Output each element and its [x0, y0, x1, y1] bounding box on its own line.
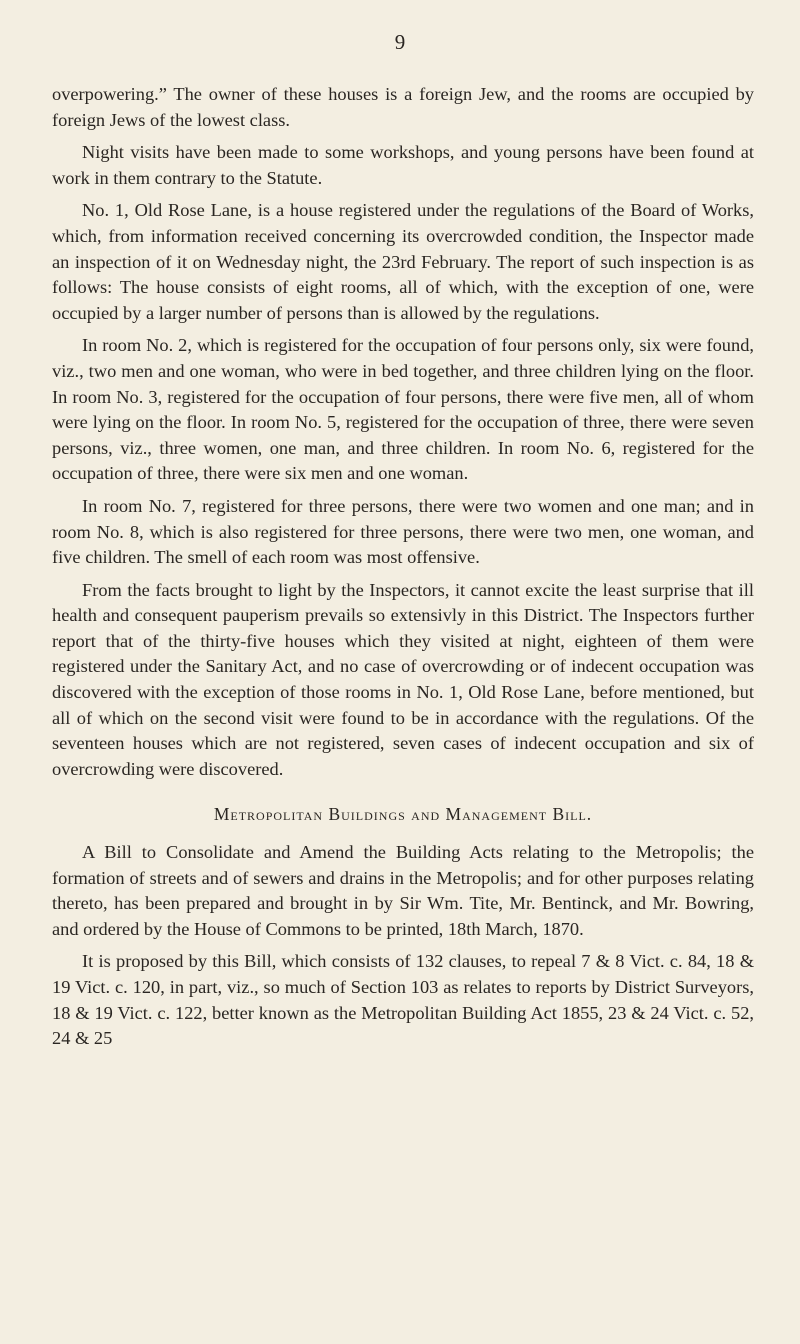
- paragraph-rooms-2-6: In room No. 2, which is registered for the occupation of four persons only, six were found, viz., two men and one woman, who were in bed together, and three children lying on the floor. In room No. 3, registered for the occupation of four persons, there were five men, all of whom were lying on the floor. In room No. 5, registered for the occupation of three, there were seven persons, viz., three women, one man, and three children. In room No. 6, registered for the occupation of three, there were six men and one woman.: [52, 335, 754, 484]
- page-body: [52, 82, 754, 1059]
- paragraph-rooms-7-8: In room No. 7, registered for three persons, there were two women and one man; and in room No. 8, which is also registered for three persons, there were two men, one woman, and five children. The smell of each room was most offensive.: [52, 495, 754, 568]
- page-number: 9: [394, 30, 406, 54]
- paragraph-old-rose-lane: No. 1, Old Rose Lane, is a house registered under the regulations of the Board of Works, which, from information received concerning its overcrowded condition, the Inspector made an inspection of it on Wednesday night, the 23rd February. The report of such inspection is as follows: The house consists of eight rooms, all of which, with the exception of one, were occupied by a larger number of persons than is allowed by the regulations.: [52, 200, 754, 323]
- paragraph-inspectors-report: From the facts brought to light by the Inspectors, it cannot excite the least surprise that ill health and consequent pauperism prevails so extensivly in this District. The Inspectors further report that of the thirty-five houses which they visited at night, eighteen of them were registered under the Sanitary Act, and no case of overcrowding or of indecent occupation was discovered with the exception of those rooms in No. 1, Old Rose Lane, before mentioned, but all of which on the second visit were found to be in accordance with the regulations. Of the seventeen houses which are not registered, seven cases of indecent occupation and six of overcrowding were discovered.: [52, 579, 754, 779]
- paragraph-bill-repeal: It is proposed by this Bill, which consists of 132 clauses, to repeal 7 & 8 Vict. c. 84, 18 & 19 Vict. c. 120, in part, viz., so much of Section 103 as relates to reports by District Surveyors, 18 & 19 Vict. c. 122, better known as the Metropolitan Building Act 1855, 23 & 24 Vict. c. 52, 24 & 25: [52, 951, 754, 1049]
- paragraph-night-visits: Night visits have been made to some workshops, and young persons have been found at work in them contrary to the Statute.: [52, 142, 754, 188]
- section-heading: Metropolitan Buildings and Management Bill.: [213, 804, 593, 825]
- paragraph-bill-introduction: A Bill to Consolidate and Amend the Building Acts relating to the Metropolis; the formation of streets and of sewers and drains in the Metropolis; and for other purposes relating thereto, has been prepared and brought in by Sir Wm. Tite, Mr. Bentinck, and Mr. Bowring, and ordered by the House of Commons to be printed, 18th March, 1870.: [52, 842, 754, 939]
- paragraph-continuation: overpowering.” The owner of these houses is a foreign Jew, and the rooms are occupied by foreign Jews of the lowest class.: [52, 84, 754, 130]
